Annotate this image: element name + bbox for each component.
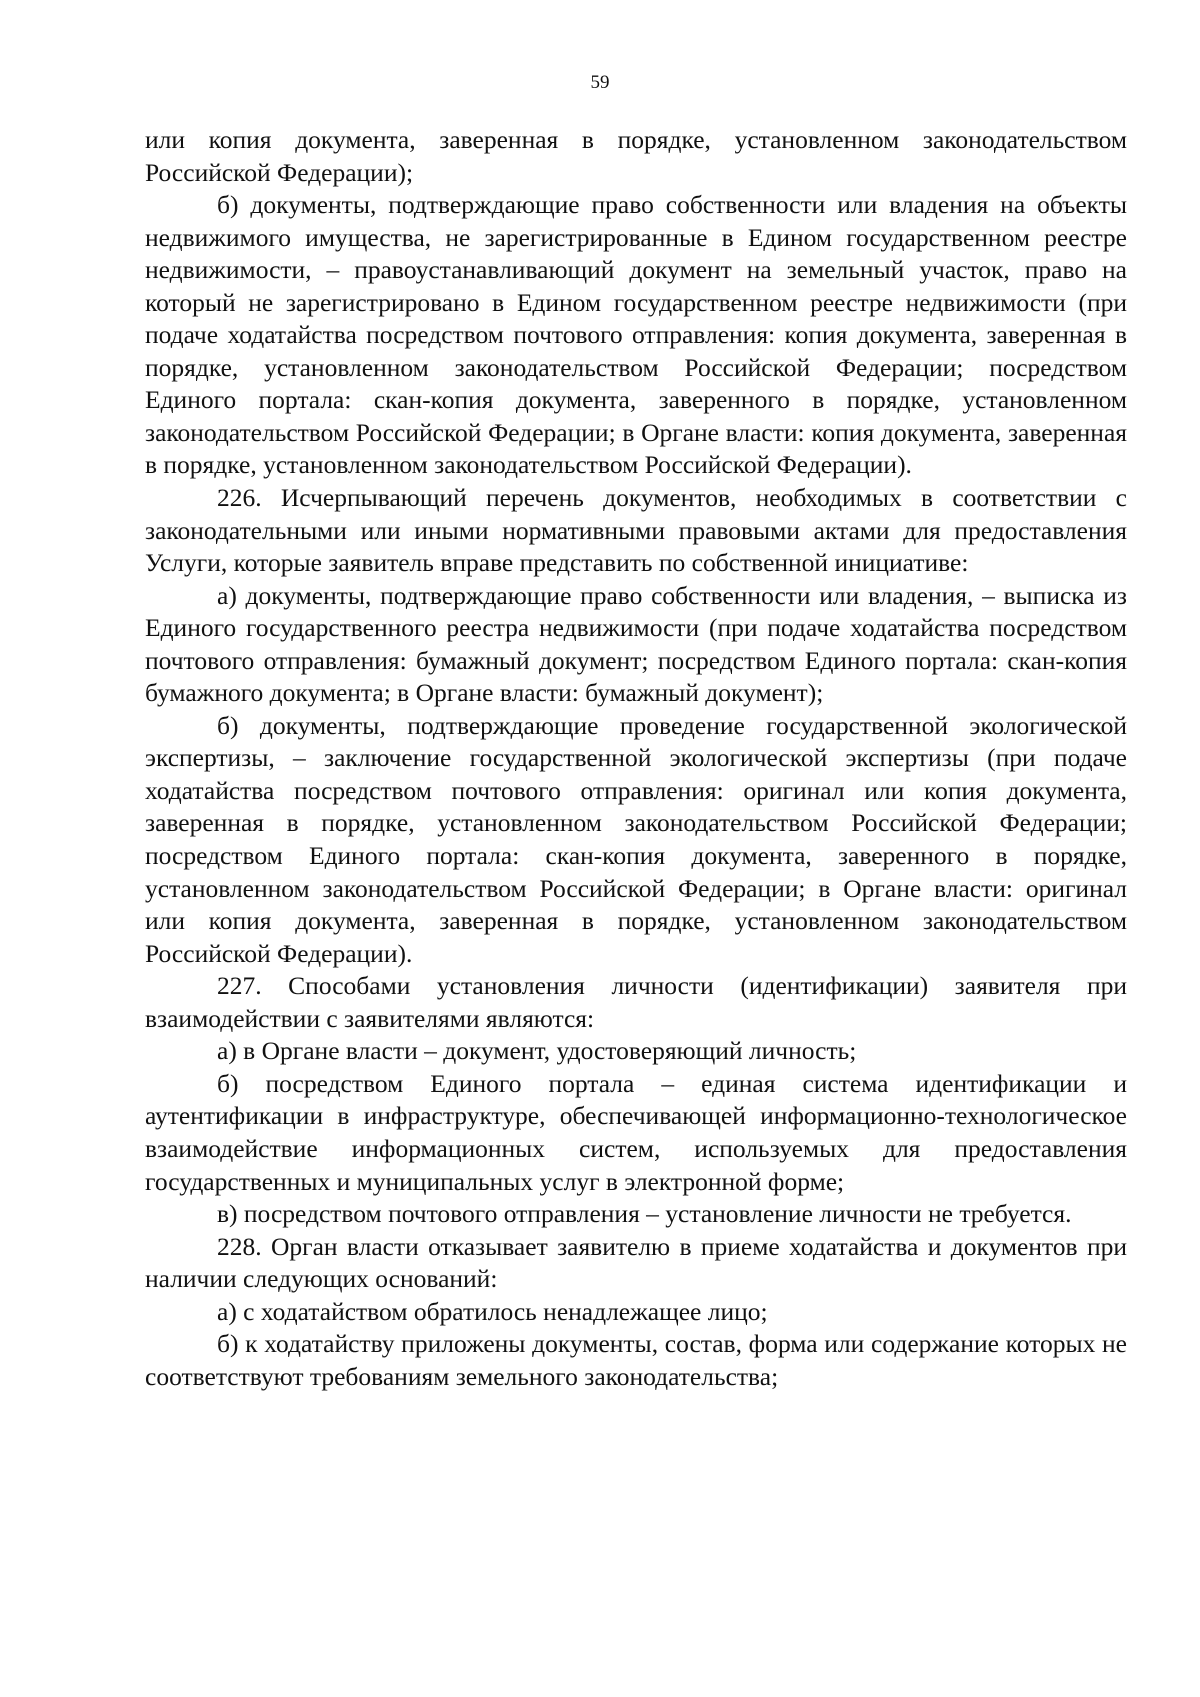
paragraph: б) документы, подтверждающие проведение государственной экологической экспертизы, – заключение государственной экологической экспертизы (при подаче ходатайства посредством почтового отправления: оригинал или копия документа, заверенная в порядке, установленном законодательством Российской Федерации; посредством Единого портала: скан-копия документа, заверенного в порядке, установленном законодательством Российской Федерации; в Органе власти: оригинал или копия документа, заверенная в порядке, установленном законодательством Российской Федерации). [145,710,1127,968]
paragraph: а) документы, подтверждающие право собственности или владения, – выписка из Единого государственного реестра недвижимости (при подаче ходатайства посредством почтового отправления: бумажный документ; посредством Единого портала: скан-копия бумажного документа; в Органе власти: бумажный документ); [145,580,1127,708]
paragraph: б) документы, подтверждающие право собственности или владения на объекты недвижимого имущества, не зарегистрированные в Едином государственном реестре недвижимости, – правоустанавливающий документ на земельный участок, право на который не зарегистрировано в Едином государственном реестре недвижимости (при подаче ходатайства посредством почтового отправления: копия документа, заверенная в порядке, установленном законодательством Российской Федерации; посредством Единого портала: скан-копия документа, заверенного в порядке, установленном законодательством Российской Федерации; в Органе власти: копия документа, заверенная в порядке, установленном законодательством Российской Федерации). [145,190,1127,480]
paragraph: б) посредством Единого портала – единая система идентификации и аутентификации в инфраструктуре, обеспечивающей информационно-технологическое взаимодействие информационных систем, используемых для предоставления государственных и муниципальных услуг в электронной форме; [145,1068,1127,1196]
paragraph: в) посредством почтового отправления – установление личности не требуется. [217,1199,1072,1229]
paragraph: 227. Способами установления личности (идентификации) заявителя при взаимодействии с заявителями являются: [145,971,1127,1033]
paragraph: а) с ходатайством обратилось ненадлежащее лицо; [217,1296,768,1326]
paragraph: 226. Исчерпывающий перечень документов, необходимых в соответствии с законодательными или иными нормативными правовыми актами для предоставления Услуги, которые заявитель вправе представить по собственной инициативе: [145,483,1127,578]
paragraph: 228. Орган власти отказывает заявителю в приеме ходатайства и документов при наличии следующих оснований: [145,1231,1127,1294]
document-body [145,124,1127,1393]
paragraph: или копия документа, заверенная в порядке, установленном законодательством Российской Федерации); [145,125,1127,187]
paragraph: б) к ходатайству приложены документы, состав, форма или содержание которых не соответствуют требованиям земельного законодательства; [145,1329,1127,1391]
paragraph: а) в Органе власти – документ, удостоверяющий личность; [217,1036,857,1066]
page-number: 59 [590,72,610,93]
